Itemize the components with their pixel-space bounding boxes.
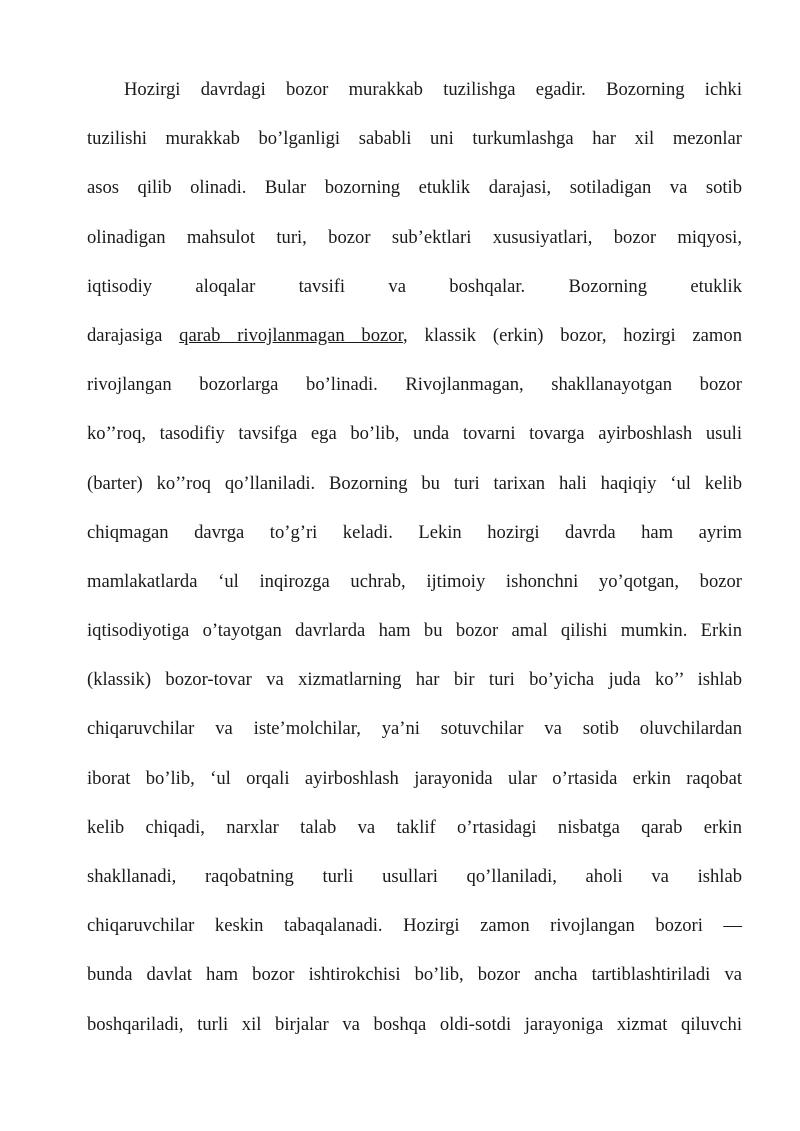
paragraph-line: chiqaruvchilar keskin tabaqalanadi. Hozirgi zamon rivojlangan bozori — bbox=[87, 915, 742, 937]
underlined-phrase: qarab rivojlanmagan bozor bbox=[179, 324, 404, 346]
paragraph-line: (klassik) bozor-tovar va xizmatlarning har bir turi bo’yicha juda ko’’ ishlab bbox=[87, 669, 742, 691]
paragraph-line: asos qilib olinadi. Bular bozorning etuklik darajasi, sotiladigan va sotib bbox=[87, 177, 742, 199]
paragraph-line: rivojlangan bozorlarga bo’linadi. Rivojlanmagan, shakllanayotgan bozor bbox=[87, 374, 742, 396]
line-text-after: , klassik (erkin) bozor, hozirgi zamon bbox=[403, 324, 742, 346]
paragraph-line: tuzilishi murakkab bo’lganligi sababli uni turkumlashga har xil mezonlar bbox=[87, 128, 742, 150]
paragraph-line-with-underline bbox=[87, 316, 742, 365]
document-page bbox=[87, 70, 742, 1054]
paragraph-line: shakllanadi, raqobatning turli usullari qo’llaniladi, aholi va ishlab bbox=[87, 866, 742, 887]
paragraph-line: chiqaruvchilar va iste’molchilar, ya’ni sotuvchilar va sotib oluvchilardan bbox=[87, 718, 742, 740]
paragraph-line: kelib chiqadi, narxlar talab va taklif o’rtasidagi nisbatga qarab erkin bbox=[87, 816, 742, 838]
paragraph-line: iqtisodiy aloqalar tavsifi va boshqalar. Bozorning etuklik bbox=[87, 275, 742, 297]
line-text-before: darajasiga bbox=[87, 324, 180, 346]
paragraph-line: Hozirgi davrdagi bozor murakkab tuzilishga egadir. Bozorning ichki bbox=[124, 79, 742, 100]
paragraph-line: chiqmagan davrga to’g’ri keladi. Lekin hozirgi davrda ham ayrim bbox=[87, 521, 742, 543]
paragraph-line: olinadigan mahsulot turi, bozor sub’ektlari xususiyatlari, bozor miqyosi, bbox=[87, 226, 742, 248]
paragraph-line: iborat bo’lib, ‘ul orqali ayirboshlash jarayonida ular o’rtasida erkin raqobat bbox=[87, 767, 742, 789]
paragraph-line: boshqariladi, turli xil birjalar va boshqa oldi-sotdi jarayoniga xizmat qiluvchi bbox=[87, 1013, 742, 1035]
paragraph-line: iqtisodiyotiga o’tayotgan davrlarda ham bu bozor amal qilishi mumkin. Erkin bbox=[87, 620, 742, 642]
paragraph-line: bunda davlat ham bozor ishtirokchisi bo’lib, bozor ancha tartiblashtiriladi va bbox=[87, 964, 742, 986]
paragraph-line: (barter) ko’’roq qo’llaniladi. Bozorning bu turi tarixan hali haqiqiy ‘ul kelib bbox=[87, 472, 742, 494]
paragraph-line: mamlakatlarda ‘ul inqirozga uchrab, ijtimoiy ishonchni yo’qotgan, bozor bbox=[87, 570, 742, 592]
paragraph-line: ko’’roq, tasodifiy tavsifga ega bo’lib, unda tovarni tovarga ayirboshlash usuli bbox=[87, 423, 742, 445]
